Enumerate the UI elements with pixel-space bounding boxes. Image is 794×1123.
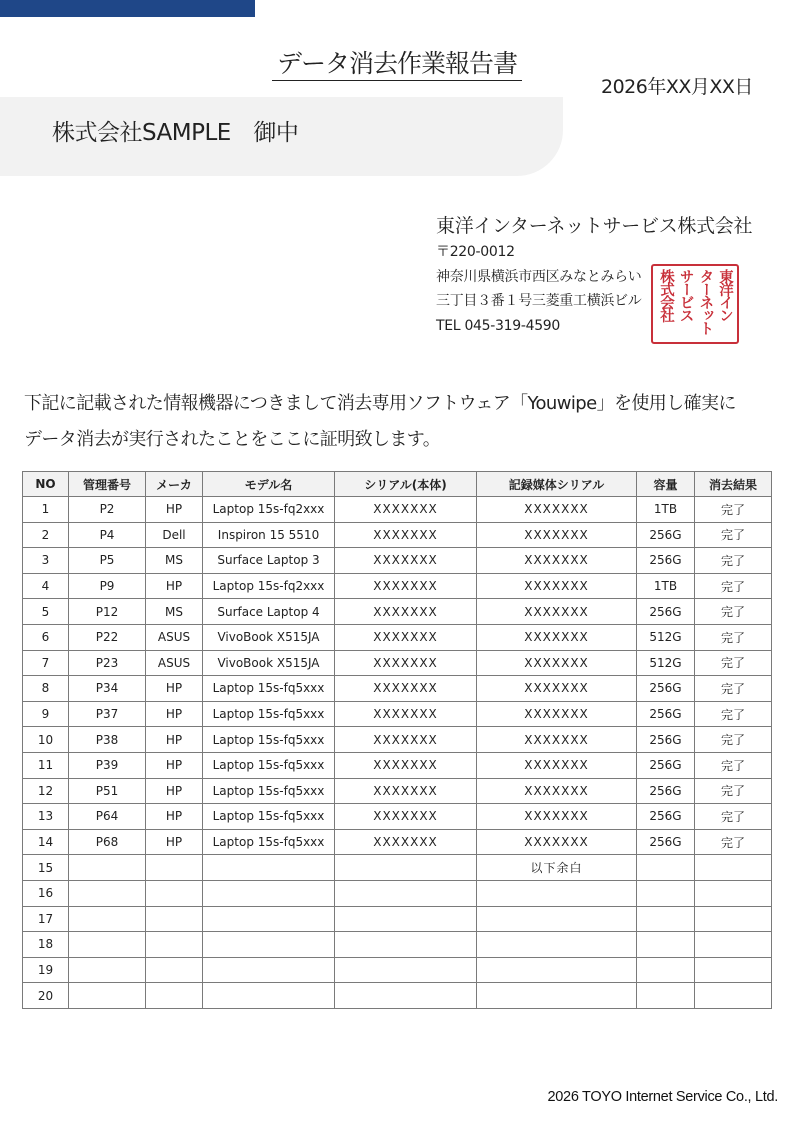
cell-result (695, 906, 772, 932)
cell-asset-id: P22 (69, 624, 146, 650)
cell-maker (146, 906, 203, 932)
seal-column: 東洋イン (716, 269, 733, 321)
cell-result: 完了 (695, 727, 772, 753)
table-row (23, 957, 772, 983)
cell-asset-id: P12 (69, 599, 146, 625)
cell-result: 完了 (695, 599, 772, 625)
cell-model: Laptop 15s-fq5xxx (203, 676, 335, 702)
table-row (23, 727, 772, 753)
cell-capacity (637, 957, 695, 983)
cell-maker (146, 855, 203, 881)
table-row (23, 701, 772, 727)
issuer-postal-code: 〒220-0012 (436, 244, 515, 260)
table-row (23, 548, 772, 574)
cell-asset-id: P23 (69, 650, 146, 676)
cell-result: 完了 (695, 804, 772, 830)
table-row (23, 880, 772, 906)
cell-capacity (637, 983, 695, 1009)
cell-capacity: 256G (637, 778, 695, 804)
cell-model: Laptop 15s-fq5xxx (203, 829, 335, 855)
recipient-name: 株式会社SAMPLE 御中 (52, 120, 299, 146)
cell-no: 4 (23, 573, 69, 599)
cell-media-serial: XXXXXXX (477, 548, 637, 574)
cell-capacity: 256G (637, 829, 695, 855)
header-media-serial: 記録媒体シリアル (477, 472, 637, 497)
cell-result (695, 880, 772, 906)
table-row (23, 497, 772, 523)
cell-media-serial: XXXXXXX (477, 752, 637, 778)
cell-no: 6 (23, 624, 69, 650)
cell-serial: XXXXXXX (335, 752, 477, 778)
cell-media-serial: XXXXXXX (477, 829, 637, 855)
cell-media-serial: XXXXXXX (477, 804, 637, 830)
cell-no: 5 (23, 599, 69, 625)
cell-result (695, 957, 772, 983)
cell-result: 完了 (695, 548, 772, 574)
cell-maker: HP (146, 778, 203, 804)
cell-media-serial (477, 906, 637, 932)
cell-result: 完了 (695, 650, 772, 676)
cell-media-serial: XXXXXXX (477, 676, 637, 702)
cell-no: 1 (23, 497, 69, 523)
header-asset-id: 管理番号 (69, 472, 146, 497)
cell-asset-id (69, 983, 146, 1009)
cell-asset-id: P5 (69, 548, 146, 574)
cell-media-serial: XXXXXXX (477, 599, 637, 625)
recipient-box (0, 97, 563, 176)
cell-model: Laptop 15s-fq5xxx (203, 727, 335, 753)
cell-capacity (637, 855, 695, 881)
seal-column: 株式会社 (658, 269, 674, 321)
cell-model (203, 880, 335, 906)
cell-maker (146, 932, 203, 958)
cell-model: VivoBook X515JA (203, 650, 335, 676)
cell-model (203, 932, 335, 958)
cell-no: 9 (23, 701, 69, 727)
cell-asset-id (69, 957, 146, 983)
cell-model: Laptop 15s-fq5xxx (203, 778, 335, 804)
cell-result: 完了 (695, 522, 772, 548)
table-row (23, 855, 772, 881)
cell-media-serial (477, 932, 637, 958)
cell-result: 完了 (695, 624, 772, 650)
table-row (23, 983, 772, 1009)
header-no: NO (23, 472, 69, 497)
cell-result (695, 855, 772, 881)
cell-capacity: 1TB (637, 573, 695, 599)
cell-asset-id: P51 (69, 778, 146, 804)
cell-no: 16 (23, 880, 69, 906)
cell-asset-id: P2 (69, 497, 146, 523)
cell-asset-id: P38 (69, 727, 146, 753)
cell-serial: XXXXXXX (335, 778, 477, 804)
cell-result: 完了 (695, 778, 772, 804)
table-row (23, 778, 772, 804)
cell-model: Surface Laptop 3 (203, 548, 335, 574)
cell-no: 20 (23, 983, 69, 1009)
cell-no: 8 (23, 676, 69, 702)
cell-model: Surface Laptop 4 (203, 599, 335, 625)
table-header-row (23, 472, 772, 497)
issuer-company-name: 東洋インターネットサービス株式会社 (436, 215, 753, 237)
cell-maker: HP (146, 727, 203, 753)
cell-serial (335, 932, 477, 958)
cell-asset-id: P64 (69, 804, 146, 830)
cell-serial: XXXXXXX (335, 676, 477, 702)
cell-serial: XXXXXXX (335, 573, 477, 599)
statement-line: 下記に記載された情報機器につきまして消去専用ソフトウェア「Youwipe」を使用し確実に (24, 393, 736, 414)
cell-capacity: 256G (637, 752, 695, 778)
cell-serial: XXXXXXX (335, 522, 477, 548)
erasure-table (22, 471, 772, 1009)
issuer-address-line2: 三丁目３番１号三菱重工横浜ビル (436, 293, 642, 309)
cell-maker (146, 983, 203, 1009)
cell-capacity: 1TB (637, 497, 695, 523)
cell-maker: HP (146, 497, 203, 523)
cell-model: Laptop 15s-fq5xxx (203, 752, 335, 778)
cell-serial: XXXXXXX (335, 650, 477, 676)
cell-media-serial: XXXXXXX (477, 778, 637, 804)
footer-copyright: 2026 TOYO Internet Service Co., Ltd. (547, 1089, 778, 1105)
cell-maker: ASUS (146, 650, 203, 676)
cell-capacity: 256G (637, 676, 695, 702)
certification-statement (24, 386, 784, 458)
cell-capacity: 256G (637, 599, 695, 625)
cell-capacity: 512G (637, 624, 695, 650)
table-row (23, 829, 772, 855)
cell-media-serial: 以下余白 (477, 855, 637, 881)
cell-no: 3 (23, 548, 69, 574)
cell-model (203, 906, 335, 932)
cell-maker: HP (146, 573, 203, 599)
cell-result: 完了 (695, 573, 772, 599)
cell-capacity: 256G (637, 804, 695, 830)
cell-serial (335, 957, 477, 983)
cell-maker: HP (146, 752, 203, 778)
cell-asset-id (69, 932, 146, 958)
cell-model: Laptop 15s-fq2xxx (203, 573, 335, 599)
cell-serial: XXXXXXX (335, 701, 477, 727)
seal-column: ターネット (697, 269, 714, 334)
table-row (23, 906, 772, 932)
cell-no: 10 (23, 727, 69, 753)
cell-maker: HP (146, 804, 203, 830)
cell-model: Laptop 15s-fq5xxx (203, 701, 335, 727)
cell-asset-id (69, 880, 146, 906)
seal-column: サービス (677, 269, 694, 321)
cell-no: 18 (23, 932, 69, 958)
cell-result: 完了 (695, 676, 772, 702)
cell-serial: XXXXXXX (335, 804, 477, 830)
cell-serial (335, 906, 477, 932)
cell-capacity: 256G (637, 727, 695, 753)
cell-asset-id: P68 (69, 829, 146, 855)
cell-media-serial: XXXXXXX (477, 701, 637, 727)
top-accent-bar (0, 0, 255, 17)
cell-no: 15 (23, 855, 69, 881)
cell-media-serial (477, 957, 637, 983)
cell-model (203, 855, 335, 881)
cell-model: Laptop 15s-fq5xxx (203, 804, 335, 830)
company-seal-icon (651, 264, 739, 344)
cell-serial: XXXXXXX (335, 599, 477, 625)
table-row (23, 804, 772, 830)
cell-result: 完了 (695, 752, 772, 778)
cell-no: 12 (23, 778, 69, 804)
cell-media-serial: XXXXXXX (477, 573, 637, 599)
cell-maker: MS (146, 548, 203, 574)
cell-media-serial (477, 983, 637, 1009)
cell-media-serial: XXXXXXX (477, 727, 637, 753)
cell-result (695, 932, 772, 958)
table-row (23, 599, 772, 625)
table-row (23, 624, 772, 650)
cell-capacity (637, 880, 695, 906)
table-row (23, 573, 772, 599)
cell-no: 13 (23, 804, 69, 830)
header-model: モデル名 (203, 472, 335, 497)
issue-date: 2026年XX月XX日 (601, 76, 753, 98)
cell-model: Laptop 15s-fq2xxx (203, 497, 335, 523)
cell-serial (335, 855, 477, 881)
cell-serial (335, 983, 477, 1009)
header-capacity: 容量 (637, 472, 695, 497)
cell-maker: HP (146, 701, 203, 727)
cell-asset-id: P37 (69, 701, 146, 727)
cell-model (203, 957, 335, 983)
cell-media-serial: XXXXXXX (477, 522, 637, 548)
cell-capacity: 256G (637, 701, 695, 727)
cell-result: 完了 (695, 497, 772, 523)
cell-capacity: 512G (637, 650, 695, 676)
cell-maker: ASUS (146, 624, 203, 650)
table-row (23, 676, 772, 702)
document-title: データ消去作業報告書 (272, 48, 522, 81)
cell-no: 2 (23, 522, 69, 548)
cell-maker: MS (146, 599, 203, 625)
cell-no: 17 (23, 906, 69, 932)
cell-asset-id: P39 (69, 752, 146, 778)
cell-asset-id (69, 906, 146, 932)
header-serial: シリアル(本体) (335, 472, 477, 497)
cell-media-serial: XXXXXXX (477, 624, 637, 650)
cell-serial: XXXXXXX (335, 497, 477, 523)
cell-maker (146, 880, 203, 906)
cell-result: 完了 (695, 829, 772, 855)
issuer-address-line1: 神奈川県横浜市西区みなとみらい (436, 268, 642, 285)
cell-asset-id: P4 (69, 522, 146, 548)
cell-media-serial (477, 880, 637, 906)
cell-serial: XXXXXXX (335, 829, 477, 855)
cell-model: Inspiron 15 5510 (203, 522, 335, 548)
cell-serial: XXXXXXX (335, 548, 477, 574)
cell-result (695, 983, 772, 1009)
cell-no: 11 (23, 752, 69, 778)
table-row (23, 752, 772, 778)
header-result: 消去結果 (695, 472, 772, 497)
table-row (23, 650, 772, 676)
cell-model (203, 983, 335, 1009)
cell-maker: Dell (146, 522, 203, 548)
cell-maker (146, 957, 203, 983)
cell-media-serial: XXXXXXX (477, 650, 637, 676)
header-maker: メーカ (146, 472, 203, 497)
cell-no: 19 (23, 957, 69, 983)
cell-no: 7 (23, 650, 69, 676)
cell-maker: HP (146, 829, 203, 855)
cell-result: 完了 (695, 701, 772, 727)
cell-asset-id (69, 855, 146, 881)
cell-no: 14 (23, 829, 69, 855)
cell-serial: XXXXXXX (335, 624, 477, 650)
cell-maker: HP (146, 676, 203, 702)
statement-line: データ消去が実行されたことをここに証明致します。 (24, 429, 441, 450)
cell-asset-id: P9 (69, 573, 146, 599)
cell-capacity (637, 932, 695, 958)
cell-media-serial: XXXXXXX (477, 497, 637, 523)
issuer-tel: TEL 045-319-4590 (436, 317, 561, 334)
cell-serial: XXXXXXX (335, 727, 477, 753)
table-row (23, 932, 772, 958)
table-row (23, 522, 772, 548)
cell-capacity: 256G (637, 522, 695, 548)
cell-capacity (637, 906, 695, 932)
cell-capacity: 256G (637, 548, 695, 574)
cell-serial (335, 880, 477, 906)
cell-model: VivoBook X515JA (203, 624, 335, 650)
cell-asset-id: P34 (69, 676, 146, 702)
